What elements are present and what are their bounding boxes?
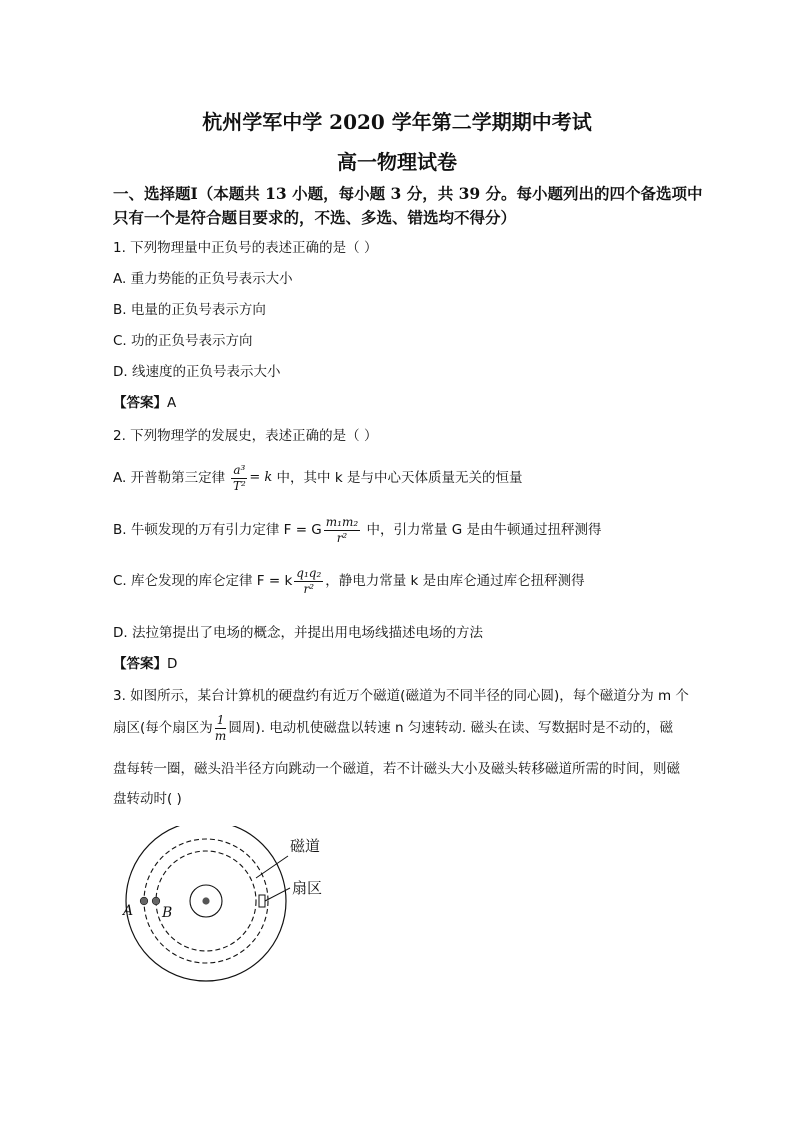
fraction-denominator: m bbox=[214, 728, 227, 743]
point-a-label: A bbox=[123, 903, 134, 919]
q2-option-b bbox=[113, 512, 602, 548]
point-a-marker bbox=[140, 897, 148, 905]
q1-answer-value: A bbox=[167, 395, 177, 411]
point-b-marker bbox=[152, 897, 160, 905]
answer-tag: 【答案】 bbox=[113, 395, 167, 411]
section-heading-line1: 一、选择题Ⅰ（本题共 13 小题，每小题 3 分，共 39 分。每小题列出的四个备选项中 bbox=[113, 184, 703, 203]
hard-disk-diagram bbox=[118, 826, 358, 996]
fraction-denominator: T² bbox=[232, 478, 246, 493]
q2-option-a bbox=[113, 460, 522, 496]
q2-option-c bbox=[113, 563, 585, 599]
q2-option-a-rest: 中，其中 k 是与中心天体质量无关的恒量 bbox=[272, 470, 523, 486]
q3-line2 bbox=[113, 708, 673, 748]
q2-answer-value: D bbox=[167, 656, 178, 672]
q1-stem: 1. 下列物理量中正负号的表述正确的是（ ） bbox=[113, 240, 378, 256]
fraction-denominator: r² bbox=[336, 530, 348, 545]
coulomb-fraction bbox=[294, 566, 323, 597]
kepler-fraction bbox=[231, 463, 247, 494]
q3-line1: 3. 如图所示，某台计算机的硬盘约有近万个磁道(磁道为不同半径的同心圆)，每个磁道分为 m 个 bbox=[113, 688, 689, 704]
gravitation-fraction bbox=[324, 515, 360, 546]
q2-answer bbox=[113, 652, 177, 672]
q2-option-c-text: C. 库仑发现的库仑定律 F = k bbox=[113, 573, 293, 589]
sector-fraction bbox=[215, 713, 227, 744]
q2-option-c-rest: ，静电力常量 k 是由库仑通过库仑扭秤测得 bbox=[325, 573, 585, 589]
section-heading-line2: 只有一个是符合题目要求的，不选、多选、错选均不得分） bbox=[113, 208, 517, 227]
q1-option-c: C. 功的正负号表示方向 bbox=[113, 333, 253, 349]
q2-option-a-text: A. 开普勒第三定律 bbox=[113, 470, 226, 486]
fraction-denominator: r² bbox=[303, 581, 315, 596]
formula-equals: = k bbox=[249, 470, 273, 485]
track-leader-line bbox=[256, 856, 288, 878]
q1-option-b: B. 电量的正负号表示方向 bbox=[113, 302, 266, 318]
sector-rectangle bbox=[259, 895, 265, 907]
sector-label: 扇区 bbox=[292, 879, 323, 897]
q2-stem: 2. 下列物理学的发展史，表述正确的是（ ） bbox=[113, 428, 378, 444]
fraction-numerator: m₁m₂ bbox=[325, 514, 359, 529]
center-point bbox=[202, 897, 209, 904]
q3-line4: 盘转动时( ) bbox=[113, 791, 182, 807]
q1-option-a: A. 重力势能的正负号表示大小 bbox=[113, 271, 293, 287]
q1-option-d: D. 线速度的正负号表示大小 bbox=[113, 364, 281, 380]
section-heading bbox=[113, 182, 713, 230]
exam-subtitle: 高一物理试卷 bbox=[337, 150, 457, 174]
point-b-label: B bbox=[162, 905, 173, 921]
answer-tag: 【答案】 bbox=[113, 656, 167, 672]
fraction-numerator: a³ bbox=[233, 462, 246, 477]
q3-line2-text: 扇区(每个扇区为 bbox=[113, 720, 213, 736]
fraction-numerator: 1 bbox=[216, 712, 225, 727]
fraction-numerator: q₁q₂ bbox=[296, 565, 322, 580]
q3-line3: 盘每转一圈，磁头沿半径方向跳动一个磁道，若不计磁头大小及磁头转移磁道所需的时间，则磁 bbox=[113, 761, 680, 777]
q2-option-b-rest: 中，引力常量 G 是由牛顿通过扭秤测得 bbox=[362, 522, 602, 538]
q3-line2-rest: 圆周). 电动机使磁盘以转速 n 匀速转动. 磁头在读、写数据时是不动的，磁 bbox=[228, 720, 673, 736]
track-label: 磁道 bbox=[290, 837, 321, 855]
q2-option-d: D. 法拉第提出了电场的概念，并提出用电场线描述电场的方法 bbox=[113, 625, 483, 641]
exam-title: 杭州学军中学 2020 学年第二学期期中考试 bbox=[202, 110, 592, 134]
q2-option-b-text: B. 牛顿发现的万有引力定律 F = G bbox=[113, 522, 322, 538]
q1-answer bbox=[113, 391, 176, 411]
